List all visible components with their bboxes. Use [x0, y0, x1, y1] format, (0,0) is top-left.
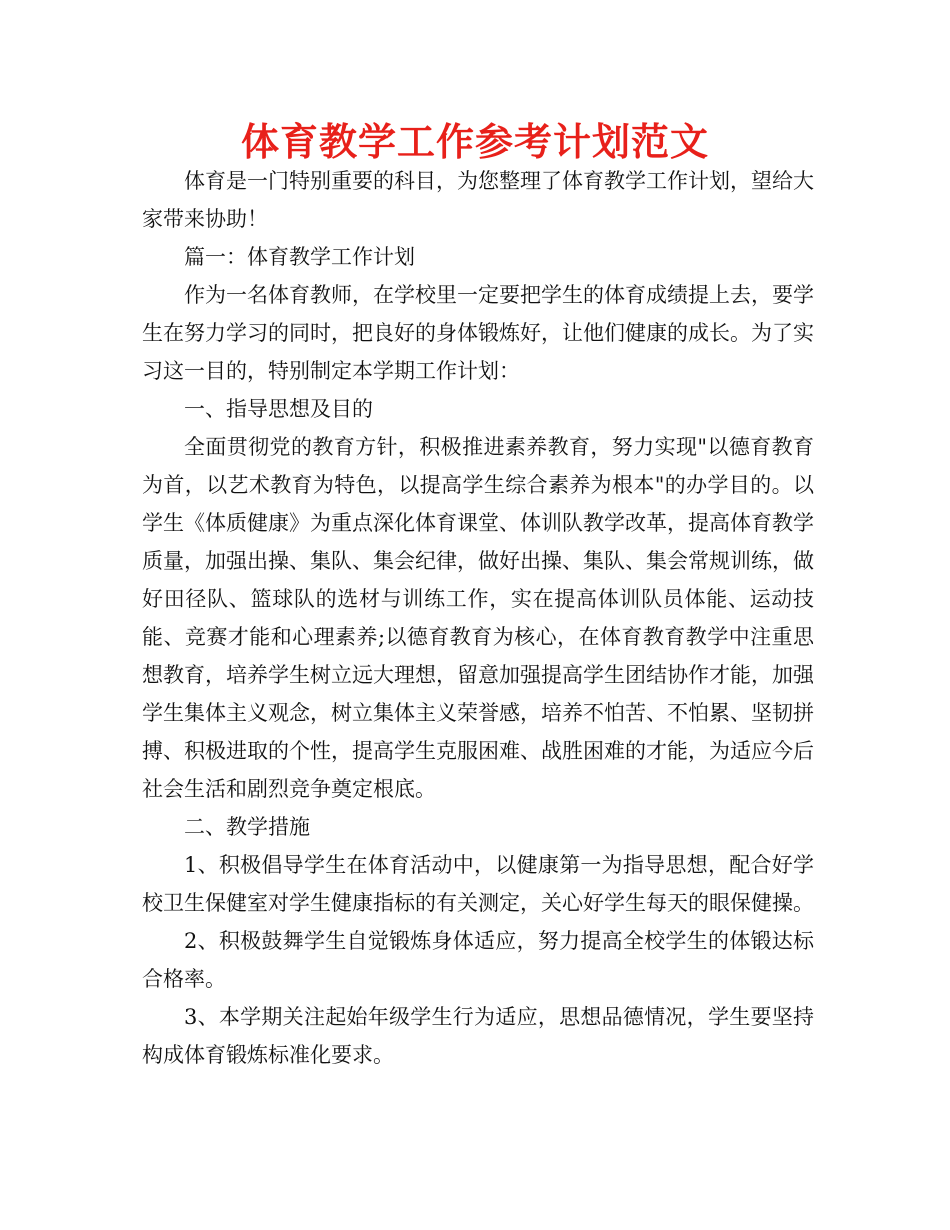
document-title: 体育教学工作参考计划范文: [240, 119, 709, 164]
paragraph-heading-teaching-measures: 二、教学措施: [184, 815, 310, 839]
paragraph-intro: 体育是一门特别重要的科目，为您整理了体育教学工作计划，望给大家带来协助！: [142, 169, 814, 231]
paragraph-list-item: 2、积极鼓舞学生自觉锻炼身体适应，努力提高全校学生的体锻达标合格率。: [142, 929, 814, 991]
paragraph-list-item: 3、本学期关注起始年级学生行为适应，思想品德情况，学生要坚持构成体育锻炼标准化要求。: [142, 1005, 814, 1067]
document-body: [142, 162, 814, 1074]
paragraph-list-item: 1、积极倡导学生在体育活动中，以健康第一为指导思想，配合好学校卫生保健室对学生健康指标的有关测定，关心好学生每天的眼保健操。: [142, 853, 814, 915]
paragraph-section-heading: 篇一：体育教学工作计划: [184, 245, 415, 269]
paragraph: 作为一名体育教师，在学校里一定要把学生的体育成绩提上去，要学生在努力学习的同时，把良好的身体锻炼好，让他们健康的成长。为了实习这一目的，特别制定本学期工作计划：: [142, 283, 814, 383]
paragraph-heading-guiding-ideas: 一、指导思想及目的: [184, 397, 373, 421]
paragraph: 全面贯彻党的教育方针，积极推进素养教育，努力实现"以德育教育为首，以艺术教育为特色，以提高学生综合素养为根本"的办学目的。以学生《体质健康》为重点深化体育课堂、体训队教学改革，提高体育教学质量，加强出操、集队、集会纪律，做好出操、集队、集会常规训练，做好田径队、篮球队的选材与训练工作，实在提高体训队员体能、运动技能、竞赛才能和心理素养;以德育教育为核心，在体育教育教学中注重思想教育，培养学生树立远大理想，留意加强提高学生团结协作才能，加强学生集体主义观念，树立集体主义荣誉感，培养不怕苦、不怕累、坚韧拼搏、积极进取的个性，提高学生克服困难、战胜困难的才能，为适应今后社会生活和剧烈竞争奠定根底。: [142, 435, 814, 801]
